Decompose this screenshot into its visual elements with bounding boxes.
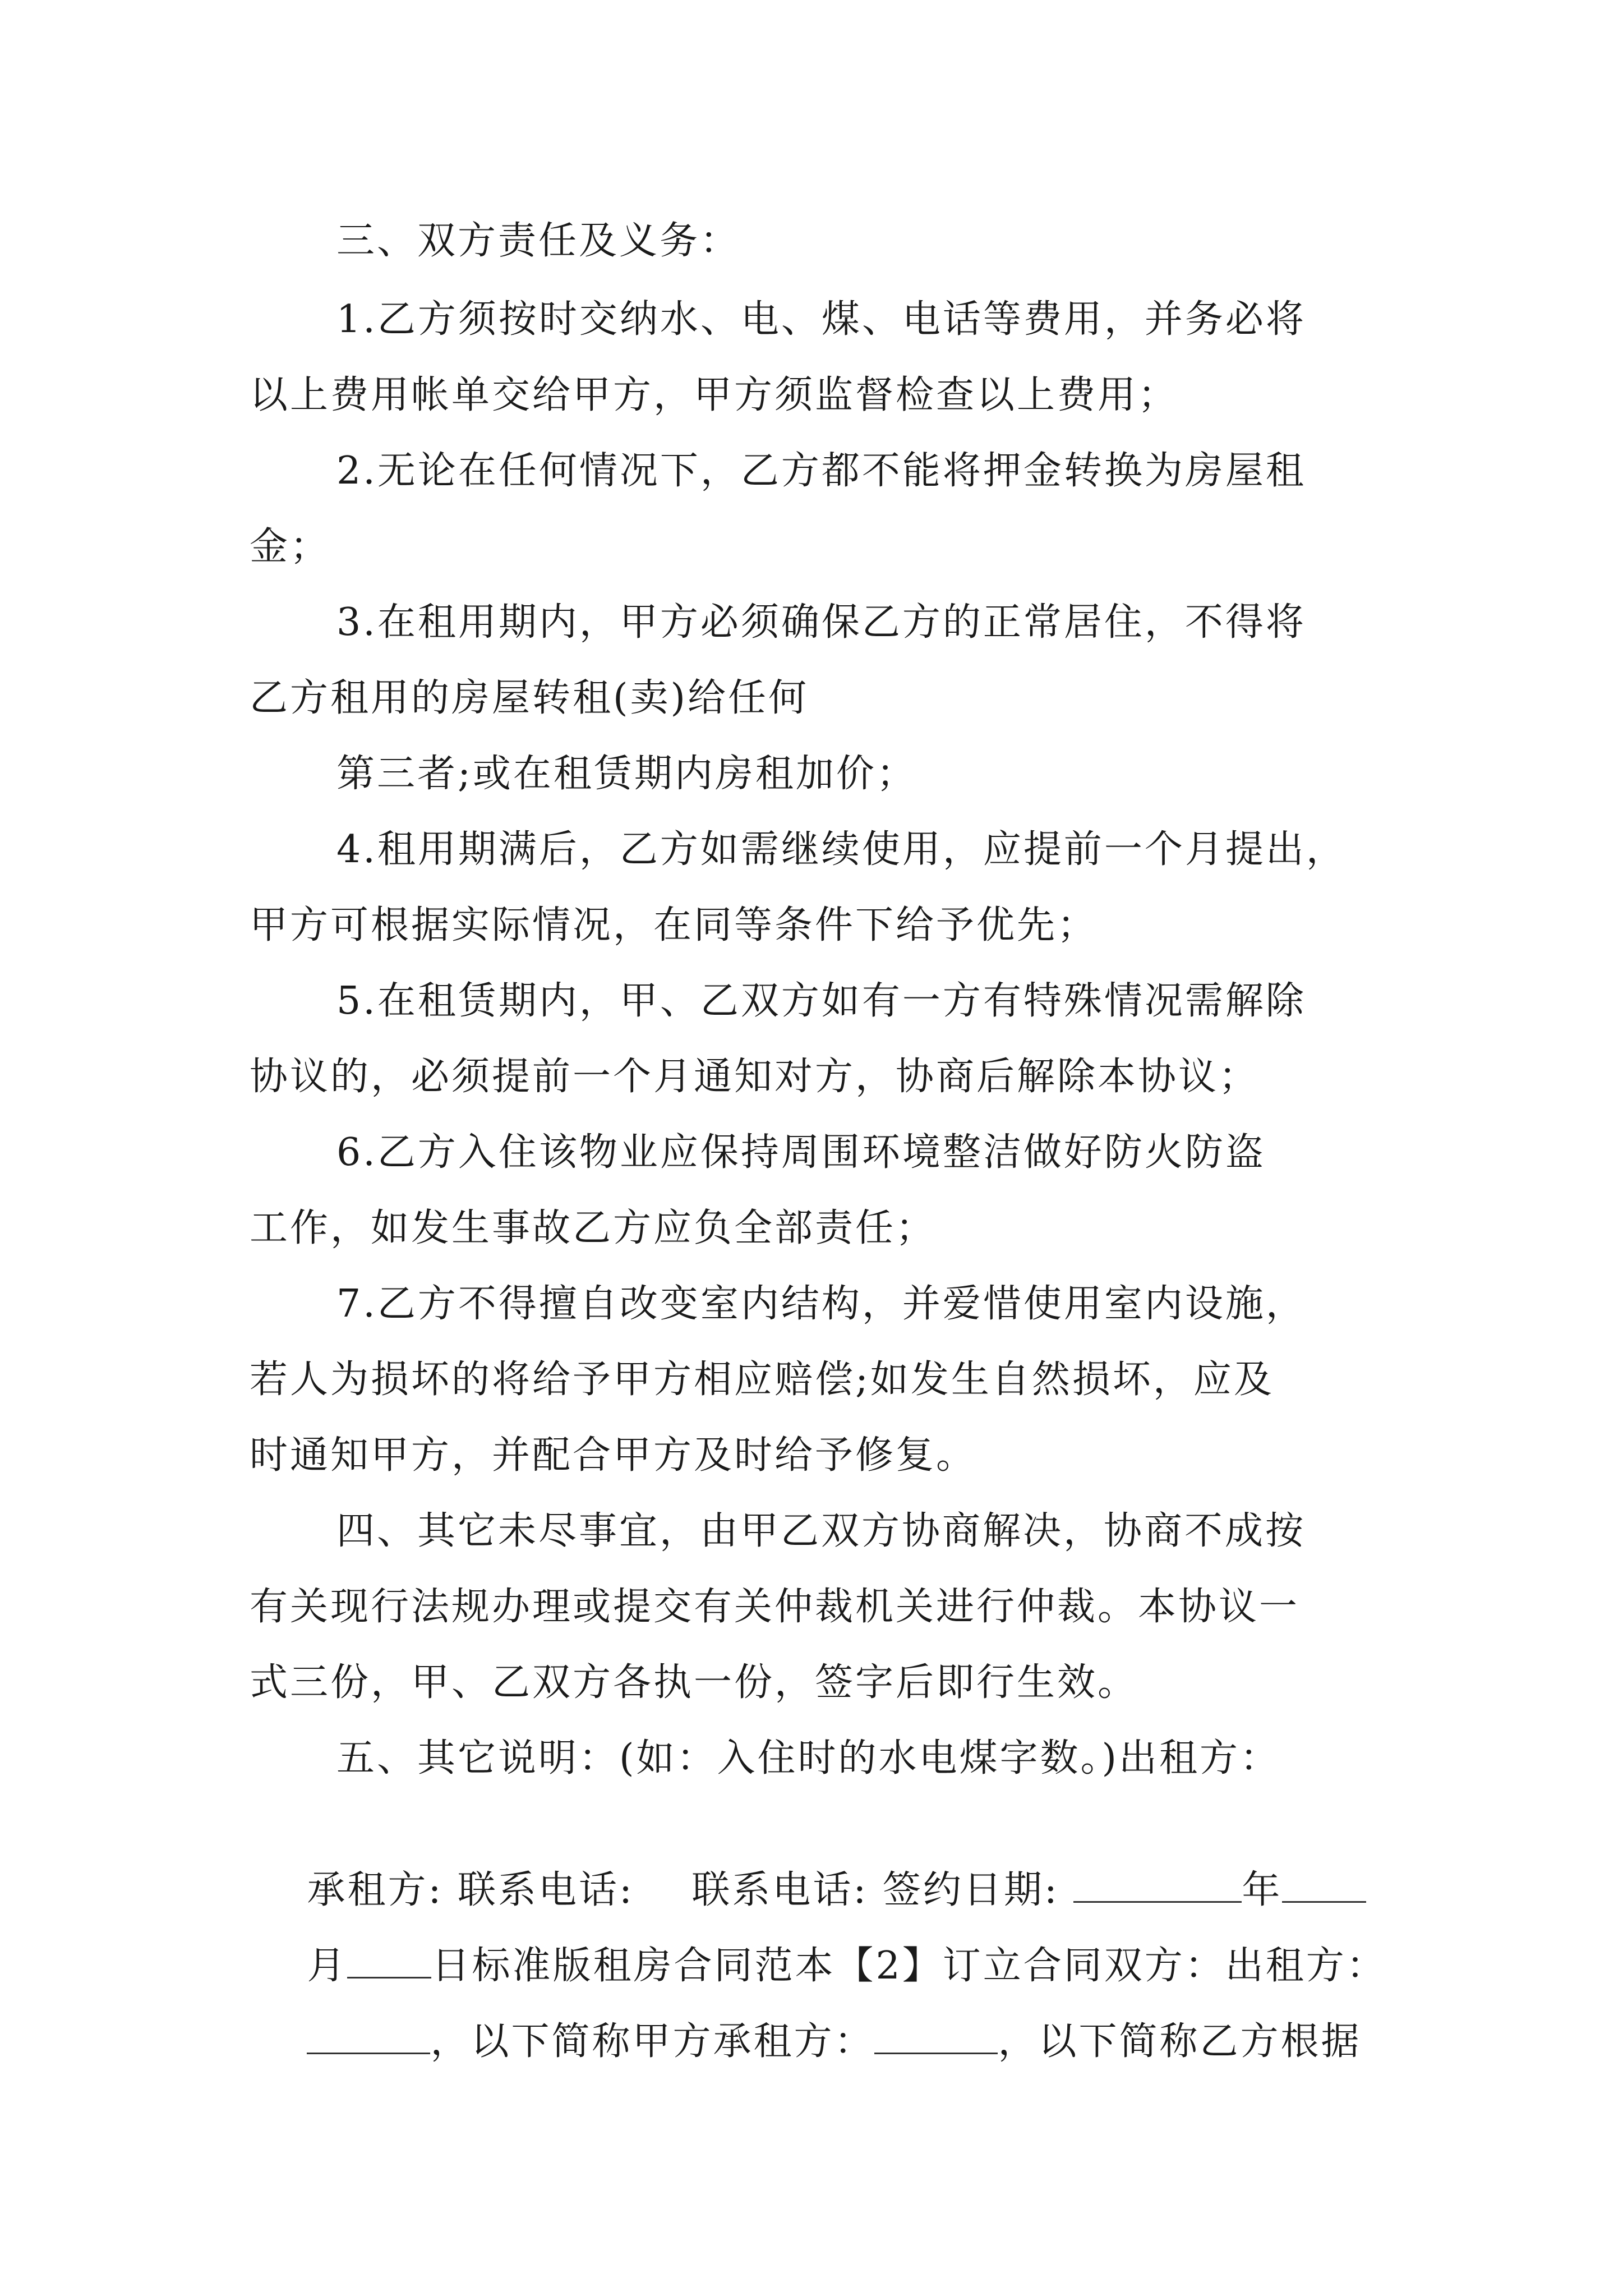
paragraph-line: 5.在租赁期内，甲、乙双方如有一方有特殊情况需解除 <box>336 979 1306 1023</box>
paragraph-line: 以上费用帐单交给甲方，甲方须监督检查以上费用； <box>250 373 1179 417</box>
paragraph-line: 工作，如发生事故乙方应负全部责任； <box>250 1206 937 1250</box>
paragraph-line: 6.乙方入住该物业应保持周围环境整洁做好防火防盗 <box>336 1130 1266 1175</box>
lessor-name-blank <box>307 2019 430 2054</box>
paragraph-line: 3.在租用期内，甲方必须确保乙方的正常居住，不得将 <box>336 600 1306 645</box>
parties-text-1: ，以下简称甲方承租方： <box>430 2019 875 2064</box>
paragraph-line: 若人为损坏的将给予甲方相应赔偿;如发生自然损坏，应及 <box>250 1358 1274 1402</box>
year-label: 年 <box>1242 1868 1283 1912</box>
paragraph-line: 第三者;或在租赁期内房租加价； <box>336 752 917 796</box>
paragraph-line: 乙方租用的房屋转租(卖)给任何 <box>250 676 809 720</box>
lessee-name-blank <box>874 2019 998 2054</box>
section-heading-4: 四、其它未尽事宜，由甲乙双方协商解决，协商不成按 <box>336 1509 1306 1553</box>
paragraph-line: 1.乙方须按时交纳水、电、煤、电话等费用，并务必将 <box>336 297 1306 342</box>
paragraph-line: 式三份，甲、乙双方各执一份，签字后即行生效。 <box>250 1660 1138 1705</box>
signature-text: 承租方: 联系电话: 联系电话: 签约日期: <box>307 1868 1074 1912</box>
paragraph-line: 4.租用期满后，乙方如需继续使用，应提前一个月提出， <box>336 827 1347 872</box>
month-label: 月 <box>307 1944 348 1988</box>
parties-line <box>250 1958 1362 2064</box>
paragraph-line: 甲方可根据实际情况，在同等条件下给予优先； <box>250 903 1098 947</box>
signature-line <box>250 1806 1366 1912</box>
section-heading-3: 三、双方责任及义务： <box>336 219 741 263</box>
contract-header-line <box>250 1882 1387 1988</box>
paragraph-line: 2.无论在任何情况下，乙方都不能将押金转换为房屋租 <box>336 449 1306 493</box>
contract-title-text: 日标准版租房合同范本【2】订立合同双方：出租方： <box>431 1944 1387 1988</box>
section-heading-5: 五、其它说明：(如：入住时的水电煤字数。)出租方： <box>336 1736 1281 1780</box>
paragraph-line: 金； <box>250 524 331 569</box>
paragraph-line: 有关现行法规办理或提交有关仲裁机关进行仲裁。本协议一 <box>250 1585 1300 1629</box>
paragraph-line: 时通知甲方，并配合甲方及时给予修复。 <box>250 1433 977 1478</box>
paragraph-line: 7.乙方不得擅自改变室内结构，并爱惜使用室内设施， <box>336 1282 1306 1326</box>
paragraph-line: 协议的，必须提前一个月通知对方，协商后解除本协议； <box>250 1055 1260 1099</box>
parties-text-2: ，以下简称乙方根据 <box>998 2019 1362 2064</box>
